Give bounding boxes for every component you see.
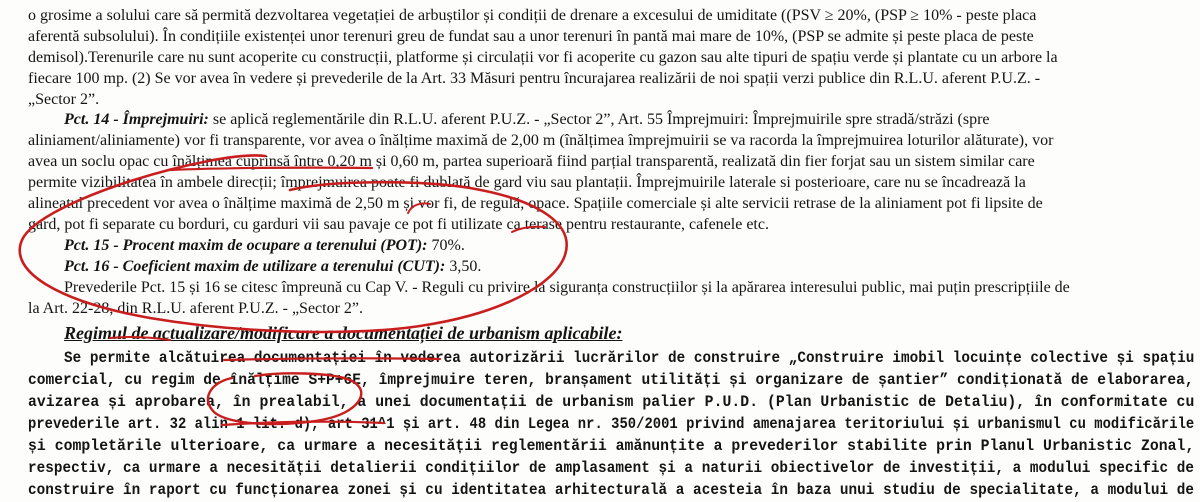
body-line: fiecare 100 mp. (2) Se vor avea în vedere și prevederile de la Art. 33 Măsuri pentru încurajarea realizării de noi spații verzi publice din R.L.U. aferent P.U.Z. - — [28, 70, 1041, 87]
pct16-line — [64, 257, 481, 277]
pct15-line — [64, 236, 465, 256]
bold-line: avizarea și aprobarea, în prealabil, a unei documentații de urbanism palier P.U.D. (Plan Urbanistic de Detaliu), în conformitate cu — [28, 393, 1195, 411]
body-line: aliniament/aliniamente) vor fi transparente, vor avea o înălțime maximă de 2,00 m (înălțimea împrejmuirii se va racorda la împrejmuirea loturilor alăturate), vor — [28, 132, 1054, 149]
body-line: „Sector 2”. — [28, 91, 100, 108]
body-line: aferentă subsolului). În condițiile existenței unor terenuri greu de fundat sau a unor terenuri în pantă mai mare de 10%, (PSP se admite și peste placa de peste — [28, 28, 1034, 45]
bold-line: comercial, cu regim de înălțime S+P+6E, împrejmuire teren, branșament utilități și organizare de șantier” condiționată de elaborarea, — [28, 371, 1194, 389]
body-line: demisol).Terenurile care nu sunt acoperite cu construcții, platforme și circulații vor fi acoperite cu gazon sau alte tipuri de spațiu verde și plantate cu un arbore la — [28, 49, 1058, 66]
pct14-first-line — [64, 110, 990, 130]
pct16-label: Pct. 16 - Coeficient maxim de utilizare a terenului (CUT): — [64, 258, 446, 275]
body-line: Prevederile Pct. 15 și 16 se citesc împreună cu Cap V. - Reguli cu privire la siguranța construcțiilor și la apărarea interesului public, mai puțin prescripțiile de — [64, 279, 1070, 296]
bold-line: construire în raport cu funcționarea zonei și cu identitatea arhitecturală a acesteia în baza unui studiu de specialitate, a modului de — [28, 481, 1195, 499]
bold-line: și completările ulterioare, ca urmare a necesității reglementării amănunțite a prevederilor stabilite prin Planul Urbanistic Zonal, — [28, 437, 1195, 455]
body-line: la Art. 22-28, din R.L.U. aferent P.U.Z. - „Sector 2”. — [28, 300, 364, 317]
section-heading: Regimul de actualizare/modificare a documentației de urbanism aplicabile: — [64, 323, 623, 343]
body-line: gard, pot fi separate cu borduri, cu garduri vii sau pavaje ce pot fi utilizate ca terase pentru restaurante, cafenele etc. — [28, 216, 769, 233]
body-line: permite vizibilitatea în ambele direcții; împrejmuirea poate fi dublată de gard viu sau plantații. Împrejmuirile laterale si posterioare, care nu se încadrează la — [28, 174, 1026, 191]
body-line: avea un soclu opac cu înălțimea cuprinsă între 0,20 m și 0,60 m, partea superioară fiind parțial transparentă, realizată din fier forjat sau un sistem similar care — [28, 153, 1035, 170]
pct16-value: 3,50. — [445, 258, 482, 275]
pct14-label: Pct. 14 - Împrejmuiri: — [64, 111, 209, 128]
body-line: o grosime a solului care să permită dezvoltarea vegetației de arbuștilor și condiții de drenare a excesului de umiditate ((PSV ≥ 20%, (PSP ≥ 10% - peste placa — [28, 7, 1037, 24]
pct14-text: se aplică reglementările din R.L.U. aferent P.U.Z. - „Sector 2”, Art. 55 Împrejmuiri: Împrejmuirile spre stradă/străzi (spre — [208, 111, 990, 128]
bold-line: Se permite alcătuirea documentației în vederea autorizării lucrărilor de construire „Construire imobil locuințe colective și spațiu — [64, 349, 1195, 367]
bold-line: prevederile art. 32 alin 1 lit. d), art 31^1 și art. 48 din Legea nr. 350/2001 privind amenajarea teritoriului și urbanismul cu modificările — [28, 415, 1195, 433]
pct15-label: Pct. 15 - Procent maxim de ocupare a terenului (POT): — [64, 237, 428, 254]
bold-line: respectiv, ca urmare a necesității detalierii condițiilor de amplasament și a naturii obiectivelor de investiții, a modului specific de — [28, 459, 1195, 477]
body-line: alineatul precedent vor avea o înălțime maximă de 2,50 m și vor fi, de regulă, opace. Spațiile comerciale și alte servicii retrase de la aliniament pot fi lipsite de — [28, 195, 1043, 212]
pct15-value: 70%. — [427, 237, 465, 254]
